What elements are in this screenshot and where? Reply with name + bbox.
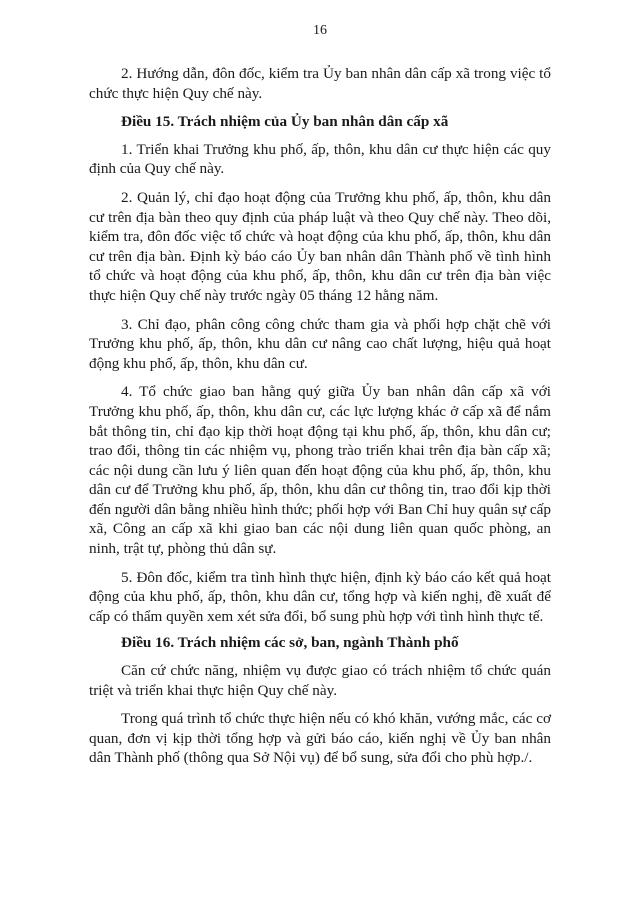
article-16-paragraph-2: Trong quá trình tổ chức thực hiện nếu có khó khăn, vướng mắc, các cơ quan, đơn vị kịp thời tổng hợp và gửi báo cáo, kiến nghị về Ủy ban nhân dân Thành phố (thông qua Sở Nội vụ) để bổ sung, sửa đổi cho phù hợp./. (89, 710, 551, 767)
article-14-clause-2: 2. Hướng dẫn, đôn đốc, kiểm tra Ủy ban nhân dân cấp xã trong việc tổ chức thực hiện Quy chế này. (89, 65, 551, 102)
article-15-clause-2: 2. Quản lý, chỉ đạo hoạt động của Trưởng khu phố, ấp, thôn, khu dân cư trên địa bàn theo quy định của pháp luật và theo Quy chế này. Theo dõi, kiểm tra, đôn đốc việc tổ chức và hoạt động của khu phố, ấp, thôn, khu dân cư trên địa bàn. Định kỳ báo cáo Ủy ban nhân dân Thành phố về tình hình tổ chức và hoạt động của khu phố, ấp, thôn, khu dân cư trên địa bàn việc thực hiện Quy chế này trước ngày 05 tháng 12 hằng năm. (89, 188, 551, 304)
document-body (89, 64, 551, 777)
article-15-clause-3: 3. Chỉ đạo, phân công công chức tham gia và phối hợp chặt chẽ với Trưởng khu phố, ấp, thôn, khu dân cư nâng cao chất lượng, hiệu quả hoạt động khu phố, ấp, thôn, khu dân cư. (89, 315, 551, 372)
article-16-paragraph-1: Căn cứ chức năng, nhiệm vụ được giao có trách nhiệm tổ chức quán triệt và triển khai thực hiện Quy chế này. (89, 662, 551, 699)
article-15-heading: Điều 15. Trách nhiệm của Ủy ban nhân dân cấp xã (121, 113, 449, 131)
article-15-clause-5: 5. Đôn đốc, kiểm tra tình hình thực hiện, định kỳ báo cáo kết quả hoạt động của khu phố, ấp, thôn, khu dân cư, tổng hợp và kiến nghị, đề xuất để cấp có thẩm quyền xem xét sửa đổi, bổ sung phù hợp với tình hình thực tế. (89, 568, 551, 625)
article-15-clause-4: 4. Tổ chức giao ban hằng quý giữa Ủy ban nhân dân cấp xã với Trưởng khu phố, ấp, thôn, khu dân cư, các lực lượng khác ở cấp xã để nắm bắt thông tin, chỉ đạo kịp thời hoạt động tại khu phố, ấp, thôn, khu dân cư; trao đổi, thông tin các nhiệm vụ, phong trào triển khai trên địa bàn cấp xã; các nội dung cần lưu ý liên quan đến hoạt động của khu phố, ấp, thôn, khu dân cư để Trưởng khu phố, ấp, thôn, khu dân cư thông tin, trao đổi kịp thời đến người dân bằng nhiều hình thức; phối hợp với Ban Chỉ huy quân sự cấp xã, Công an cấp xã khi giao ban các nội dung liên quan quốc phòng, an ninh, trật tự, phòng thủ dân sự. (89, 383, 551, 558)
article-15-clause-1: 1. Triển khai Trưởng khu phố, ấp, thôn, khu dân cư thực hiện các quy định của Quy chế này. (89, 140, 551, 178)
article-16-heading: Điều 16. Trách nhiệm các sở, ban, ngành Thành phố (121, 634, 459, 652)
page-number: 16 (313, 23, 327, 38)
